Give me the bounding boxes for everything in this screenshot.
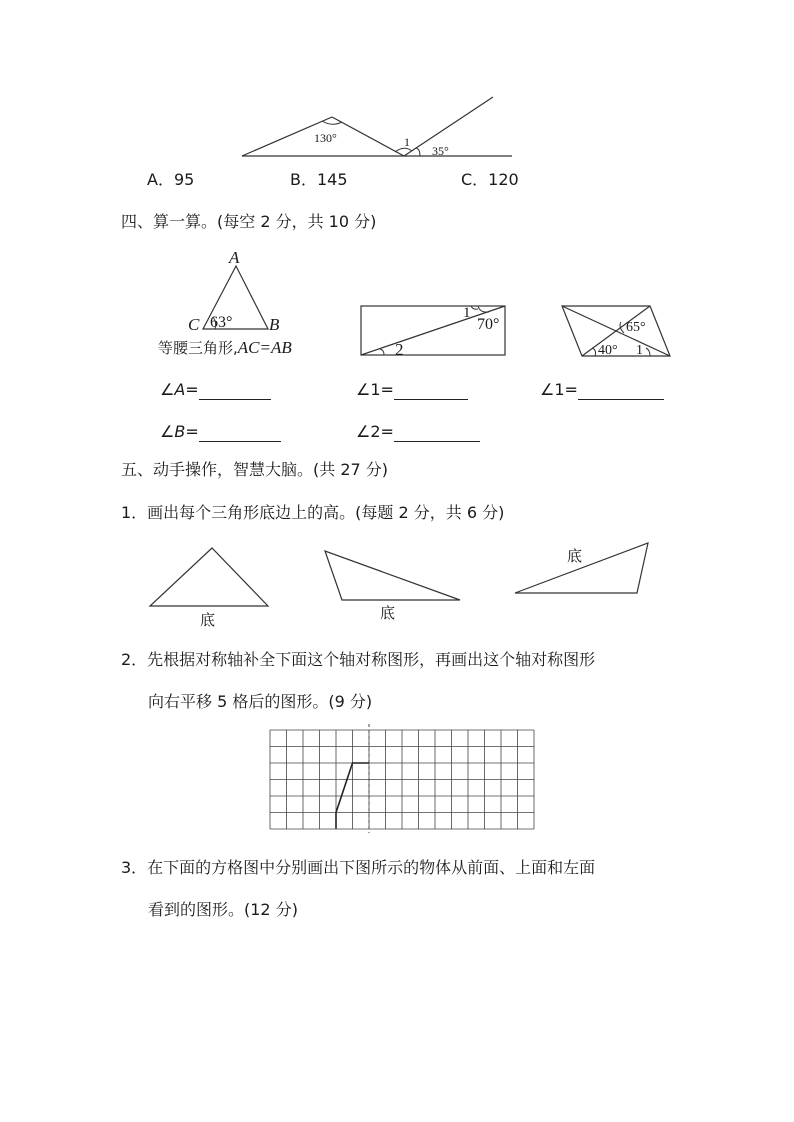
blank-rect-angle-2[interactable]: ∠2= <box>356 422 480 442</box>
section5-heading: 五、动手操作，智慧大脑。(共 27 分) <box>121 460 389 479</box>
angle-63-label: 63° <box>210 314 233 331</box>
vertex-b-label: B <box>269 315 280 334</box>
base-label-2: 底 <box>380 604 396 622</box>
vertex-a-label: A <box>229 248 240 267</box>
section5-q1-text: 1．画出每个三角形底边上的高。(每题 2 分，共 6 分) <box>121 503 505 522</box>
blank-para-angle-1[interactable]: ∠1= <box>540 380 664 400</box>
para-angle-40-label: 40° <box>598 343 618 358</box>
isosceles-caption: 等腰三角形,AC=AB <box>158 338 292 357</box>
rect-angle-2-label: 2 <box>395 340 404 359</box>
para-angle-65-label: 65° <box>626 320 646 335</box>
option-b: B．145 <box>290 170 348 189</box>
section5-q2-line2: 向右平移 5 格后的图形。(9 分) <box>148 692 373 711</box>
blank-angle-a[interactable]: ∠A= <box>160 380 271 400</box>
blank-rect-angle-1[interactable]: ∠1= <box>356 380 468 400</box>
angle-130-label: 130° <box>314 131 337 145</box>
rect-angle-70-label: 70° <box>477 316 500 333</box>
angle-1-label: 1 <box>404 135 410 149</box>
section5-q3-line2: 看到的图形。(12 分) <box>148 900 298 919</box>
base-label-3: 底 <box>567 547 583 565</box>
section5-q2-line1: 2．先根据对称轴补全下面这个轴对称图形，再画出这个轴对称图形 <box>121 650 596 669</box>
vertex-c-label: C <box>188 315 200 334</box>
blank-angle-b[interactable]: ∠B= <box>160 422 281 442</box>
para-angle-1-label: 1 <box>636 343 643 358</box>
option-a: A．95 <box>147 170 195 189</box>
base-label-1: 底 <box>200 611 216 629</box>
angle-35-label: 35° <box>432 144 449 158</box>
rect-angle-1-label: 1 <box>463 305 471 321</box>
option-c: C．120 <box>461 170 519 189</box>
section4-heading: 四、算一算。(每空 2 分，共 10 分) <box>121 212 377 231</box>
section5-q3-line1: 3．在下面的方格图中分别画出下图所示的物体从前面、上面和左面 <box>121 858 596 877</box>
